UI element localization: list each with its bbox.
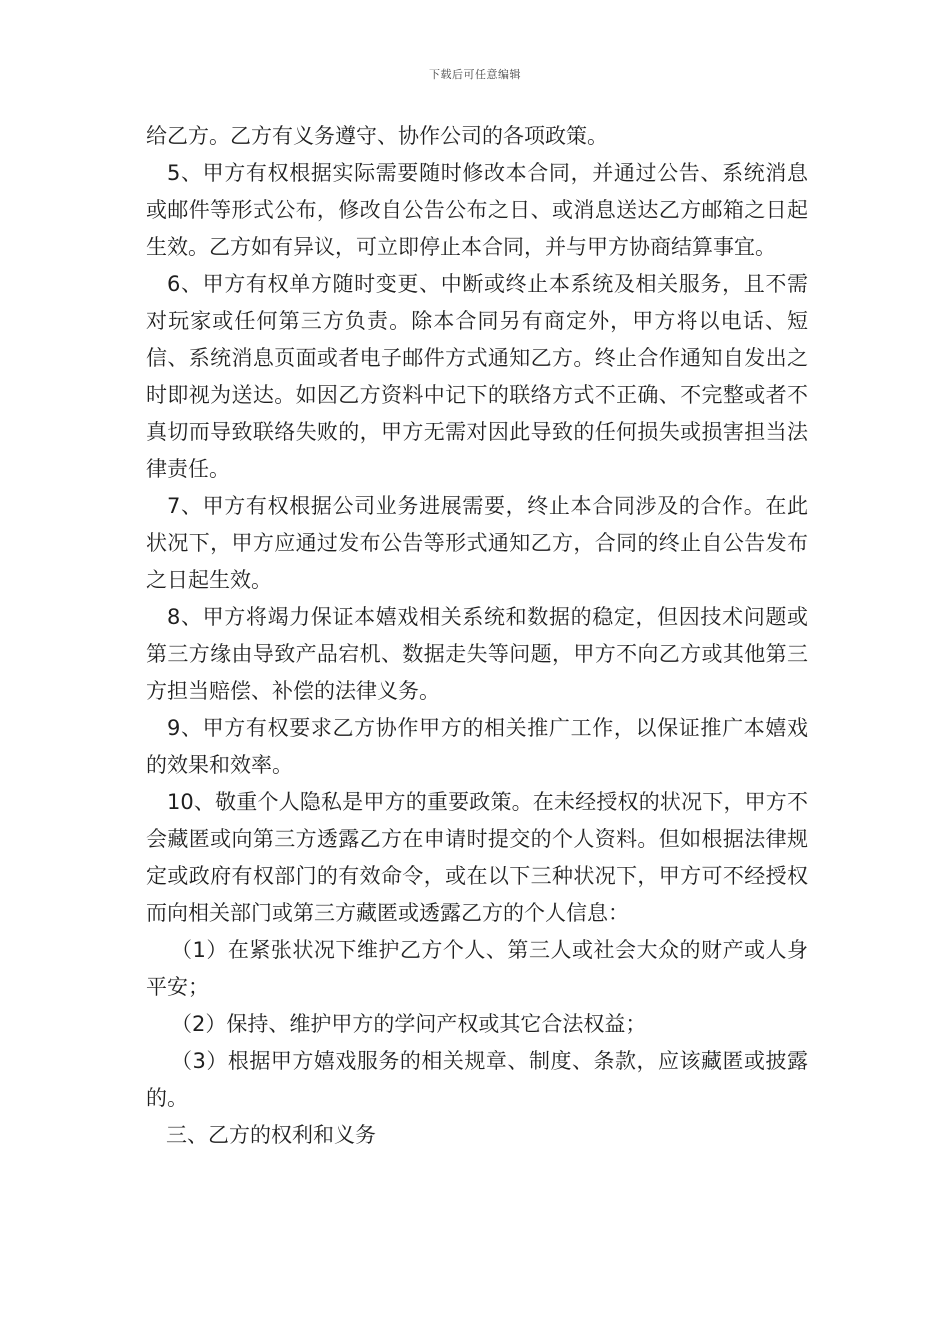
clause-8: 8、甲方将竭力保证本嬉戏相关系统和数据的稳定，但因技术问题或第三方缘由导致产品宕机、数据走失等问题，甲方不向乙方或其他第三方担当赔偿、补偿的法律义务。 [146,605,808,703]
clause-6: 6、甲方有权单方随时变更、中断或终止本系统及相关服务，且不需对玩家或任何第三方负责。除本合同另有商定外，甲方将以电话、短信、系统消息页面或者电子邮件方式通知乙方。终止合作通知自发出之时即视为送达。如因乙方资料中记下的联络方式不正确、不完整或者不真切而导致联络失败的，甲方无需对因此导致的任何损失或损害担当法律责任。 [146,272,808,481]
clause-9: 9、甲方有权要求乙方协作甲方的相关推广工作，以保证推广本嬉戏的效果和效率。 [146,716,808,777]
page-header: 下载后可任意编辑 [429,68,521,81]
paragraph-continuation: 给乙方。乙方有义务遵守、协作公司的各项政策。 [146,124,608,148]
section-heading-3: 三、乙方的权利和义务 [166,1123,376,1147]
clause-10-item-2: （2）保持、维护甲方的学问产权或其它合法权益； [171,1012,647,1036]
clause-10-item-1: （1）在紧张状况下维护乙方个人、第三人或社会大众的财产或人身平安； [146,938,808,999]
clause-7: 7、甲方有权根据公司业务进展需要，终止本合同涉及的合作。在此状况下，甲方应通过发布公告等形式通知乙方，合同的终止自公告发布之日起生效。 [146,494,808,592]
clause-5: 5、甲方有权根据实际需要随时修改本合同，并通过公告、系统消息或邮件等形式公布，修改自公告公布之日、或消息送达乙方邮箱之日起生效。乙方如有异议，可立即停止本合同，并与甲方协商结算事宜。 [146,161,808,259]
clause-10-item-3: （3）根据甲方嬉戏服务的相关规章、制度、条款，应该藏匿或披露的。 [146,1049,808,1110]
document-body [146,118,808,1154]
clause-10: 10、敬重个人隐私是甲方的重要政策。在未经授权的状况下，甲方不会藏匿或向第三方透露乙方在申请时提交的个人资料。但如根据法律规定或政府有权部门的有效命令，或在以下三种状况下，甲方可不经授权而向相关部门或第三方藏匿或透露乙方的个人信息： [146,790,808,925]
